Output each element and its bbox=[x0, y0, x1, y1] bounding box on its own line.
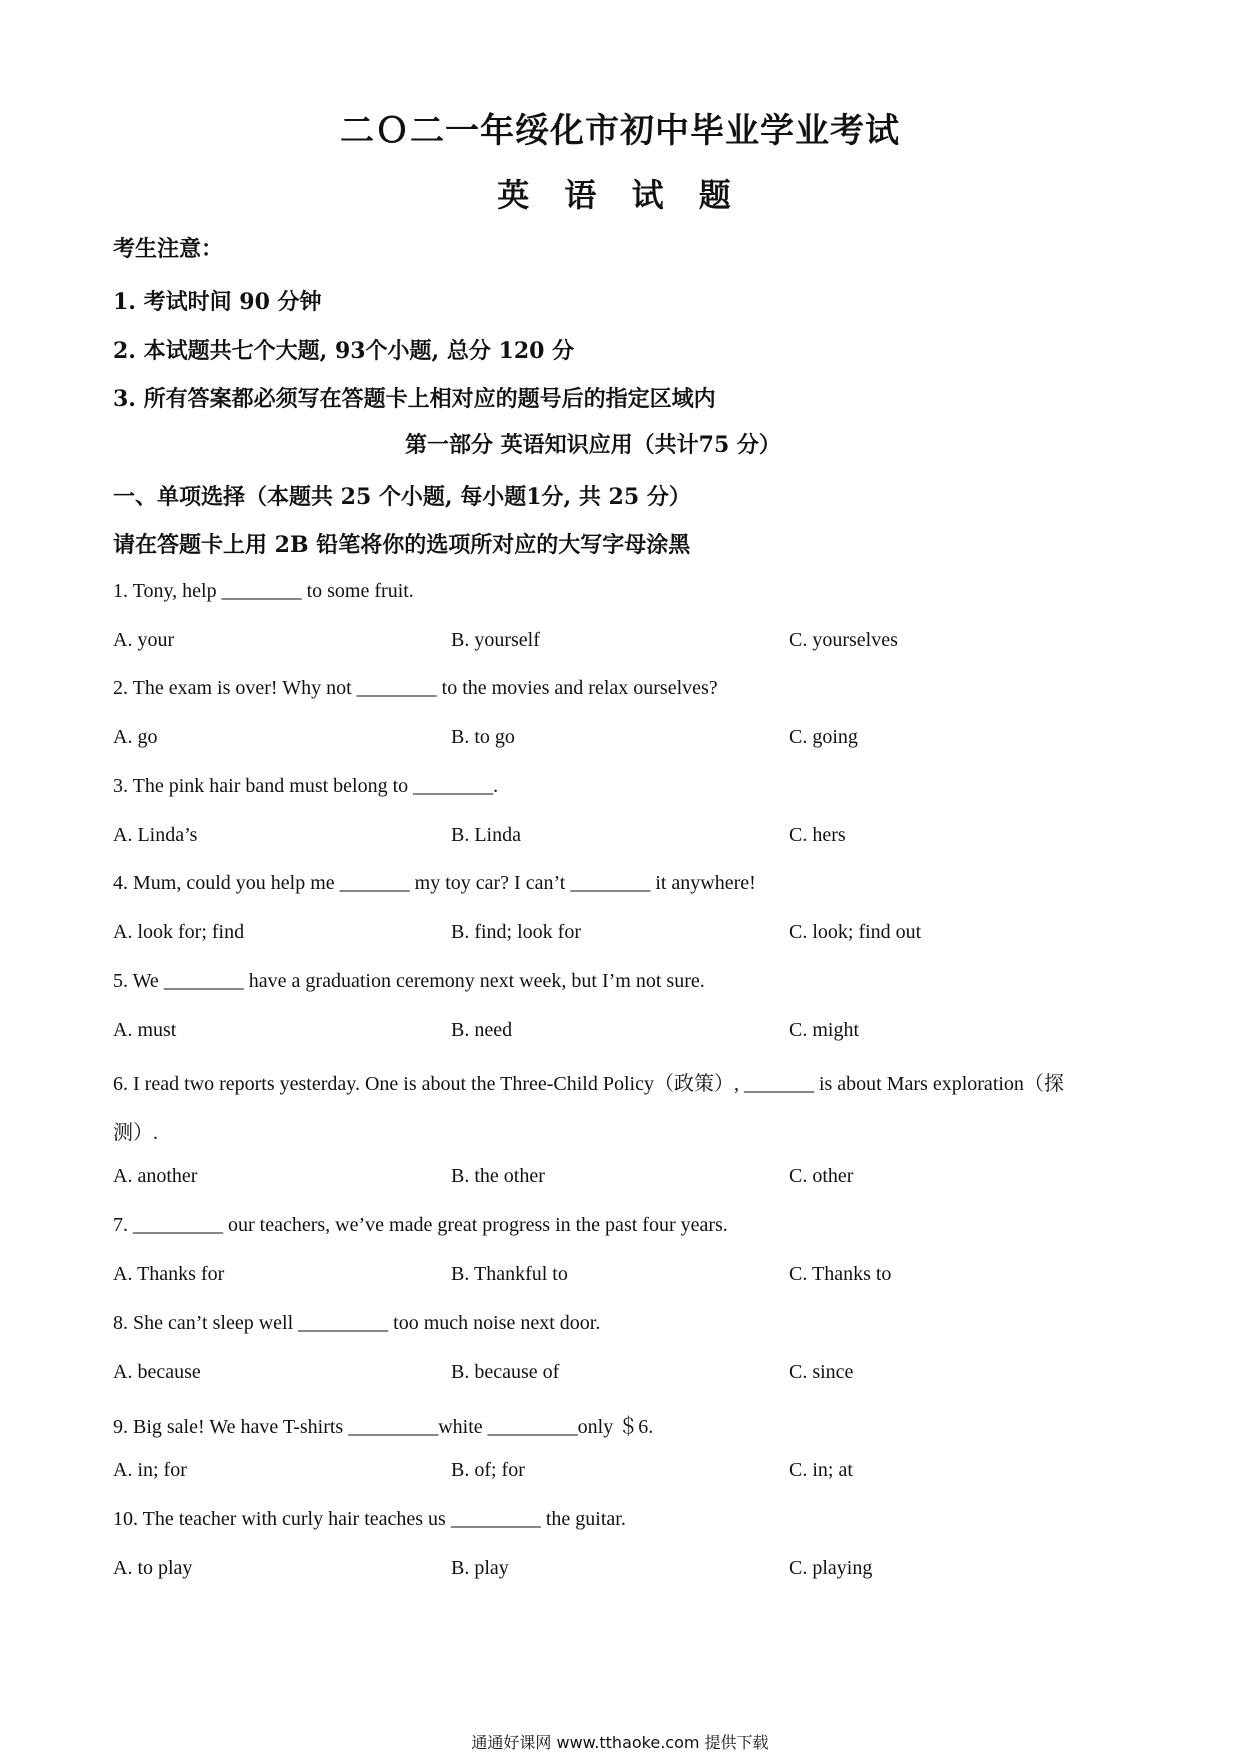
exam-subtitle: 英 语 试 题 bbox=[497, 176, 743, 214]
option-a: A. look for; find bbox=[113, 921, 245, 943]
option-a: A. because bbox=[113, 1361, 201, 1383]
question-stem: 5. We ________ have a graduation ceremony next week, but I’m not sure. bbox=[113, 970, 705, 992]
option-c: C. since bbox=[789, 1361, 854, 1383]
option-b: B. Thankful to bbox=[451, 1263, 568, 1285]
option-b: B. Linda bbox=[451, 824, 521, 846]
option-c: C. playing bbox=[789, 1557, 873, 1579]
option-b: B. the other bbox=[451, 1165, 545, 1187]
question-stem: 4. Mum, could you help me _______ my toy car? I can’t ________ it anywhere! bbox=[113, 872, 756, 894]
option-c: C. might bbox=[789, 1019, 860, 1041]
question-stem: 1. Tony, help ________ to some fruit. bbox=[113, 580, 414, 602]
option-a: A. your bbox=[113, 629, 175, 651]
section-heading: 一、单项选择（本题共 25 个小题, 每小题1分, 共 25 分） bbox=[113, 484, 691, 510]
option-c: C. hers bbox=[789, 824, 846, 846]
option-a: A. in; for bbox=[113, 1459, 187, 1481]
option-b: B. to go bbox=[451, 726, 515, 748]
question-stem: 2. The exam is over! Why not ________ to the movies and relax ourselves? bbox=[113, 677, 718, 699]
option-b: B. because of bbox=[451, 1361, 560, 1383]
notice-item: 2. 本试题共七个大题, 93个小题, 总分 120 分 bbox=[113, 338, 575, 364]
option-c: C. look; find out bbox=[789, 921, 922, 943]
page-footer: 通通好课网 www.tthaoke.com 提供下载 bbox=[471, 1733, 769, 1752]
option-a: A. Linda’s bbox=[113, 824, 198, 846]
question-stem: 10. The teacher with curly hair teaches us _________ the guitar. bbox=[113, 1508, 626, 1530]
option-c: C. in; at bbox=[789, 1459, 853, 1481]
notice-item: 3. 所有答案都必须写在答题卡上相对应的题号后的指定区域内 bbox=[113, 386, 716, 412]
option-b: B. yourself bbox=[451, 629, 540, 651]
option-a: A. must bbox=[113, 1019, 177, 1041]
question-stem-continued: 测）. bbox=[113, 1122, 158, 1144]
question-stem: 8. She can’t sleep well _________ too much noise next door. bbox=[113, 1312, 601, 1334]
option-a: A. to play bbox=[113, 1557, 193, 1579]
section-instruction: 请在答题卡上用 2B 铅笔将你的选项所对应的大写字母涂黑 bbox=[113, 532, 691, 558]
option-b: B. need bbox=[451, 1019, 513, 1041]
exam-title: 二Ｏ二一年绥化市初中毕业学业考试 bbox=[340, 111, 900, 151]
part-heading: 第一部分 英语知识应用（共计75 分） bbox=[405, 432, 781, 458]
option-b: B. play bbox=[451, 1557, 509, 1579]
option-b: B. find; look for bbox=[451, 921, 581, 943]
option-c: C. yourselves bbox=[789, 629, 898, 651]
notice-heading: 考生注意： bbox=[113, 236, 224, 262]
option-c: C. Thanks to bbox=[789, 1263, 892, 1285]
option-c: C. other bbox=[789, 1165, 854, 1187]
option-a: A. Thanks for bbox=[113, 1263, 225, 1285]
option-a: A. go bbox=[113, 726, 158, 748]
question-stem: 3. The pink hair band must belong to ________. bbox=[113, 775, 499, 797]
notice-item: 1. 考试时间 90 分钟 bbox=[113, 289, 322, 315]
question-stem: 7. _________ our teachers, we’ve made great progress in the past four years. bbox=[113, 1214, 728, 1236]
question-stem: 6. I read two reports yesterday. One is about the Three-Child Policy（政策）, _______ is about Mars exploration（探 bbox=[113, 1073, 1064, 1095]
question-stem: 9. Big sale! We have T-shirts _________white _________only ＄6. bbox=[113, 1416, 654, 1438]
option-a: A. another bbox=[113, 1165, 198, 1187]
option-b: B. of; for bbox=[451, 1459, 525, 1481]
option-c: C. going bbox=[789, 726, 858, 748]
